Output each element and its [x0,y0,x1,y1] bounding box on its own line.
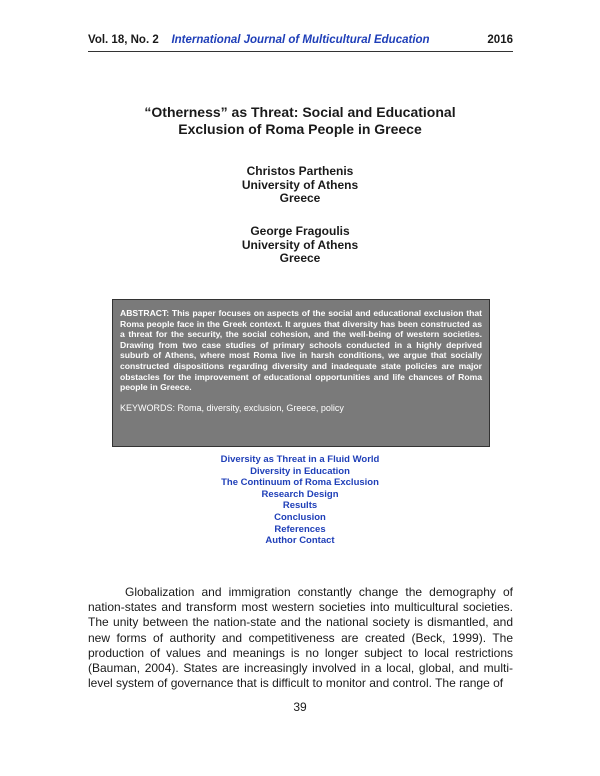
abstract-box [112,299,490,447]
toc-link-references[interactable]: References [274,523,326,535]
title-line-2: Exclusion of Roma People in Greece [178,121,422,137]
author-block-2 [150,225,450,266]
body-paragraph: Globalization and immigration constantly change the demography of nation-states and transform most western societies into multicultural societies. The unity between the nation-state and the national society is dismantled, and new forms of authority and competitiveness are created (Beck, 1999). The production of values and meanings is no longer subject to local restrictions (Bauman, 2004). States are increasingly involved in a local, global, and multi-level system of governance that is difficult to monitor and control. The range of [88,585,513,691]
toc-link-author-contact[interactable]: Author Contact [265,535,335,547]
title-line-1: “Otherness” as Threat: Social and Educational [144,104,456,120]
header-divider [88,51,513,52]
toc-link-results[interactable]: Results [282,500,318,512]
journal-title: International Journal of Multicultural Education [171,34,430,46]
author-country: Greece [279,191,321,206]
author-name: George Fragoulis [250,224,350,238]
author-name: Christos Parthenis [246,164,354,178]
toc-link-diversity-education[interactable]: Diversity in Education [250,465,350,477]
author-country: Greece [279,251,321,266]
author-block-1 [150,165,450,206]
page-number: 39 [293,700,307,714]
volume-issue: Vol. 18, No. 2 [88,34,159,46]
author-affiliation: University of Athens [241,177,359,192]
running-header [88,34,513,50]
toc-link-diversity-threat[interactable]: Diversity as Threat in a Fluid World [220,454,380,465]
article-title [60,104,540,138]
table-of-contents [150,454,450,547]
body-text [88,585,513,691]
toc-link-conclusion[interactable]: Conclusion [274,511,326,523]
toc-link-research-design[interactable]: Research Design [261,488,339,500]
abstract-text: ABSTRACT: This paper focuses on aspects of the social and educational exclusion that Roma people face in the Greek context. It argues that diversity has been constructed as a threat for the security, the social cohesion, and the well-being of western societies. Drawing from two case studies of primary schools conducted in a highly deprived suburb of Athens, where most Roma live in harsh conditions, we argue that socially constructed dispositions regarding diversity and inadequate state policies are major obstacles for the improvement of educational opportunities and life chances of Roma people in Greece. [120,308,482,393]
toc-link-roma-exclusion[interactable]: The Continuum of Roma Exclusion [221,477,379,489]
author-affiliation: University of Athens [241,237,359,252]
keywords: KEYWORDS: Roma, diversity, exclusion, Greece, policy [120,402,344,413]
publication-year: 2016 [487,34,513,46]
